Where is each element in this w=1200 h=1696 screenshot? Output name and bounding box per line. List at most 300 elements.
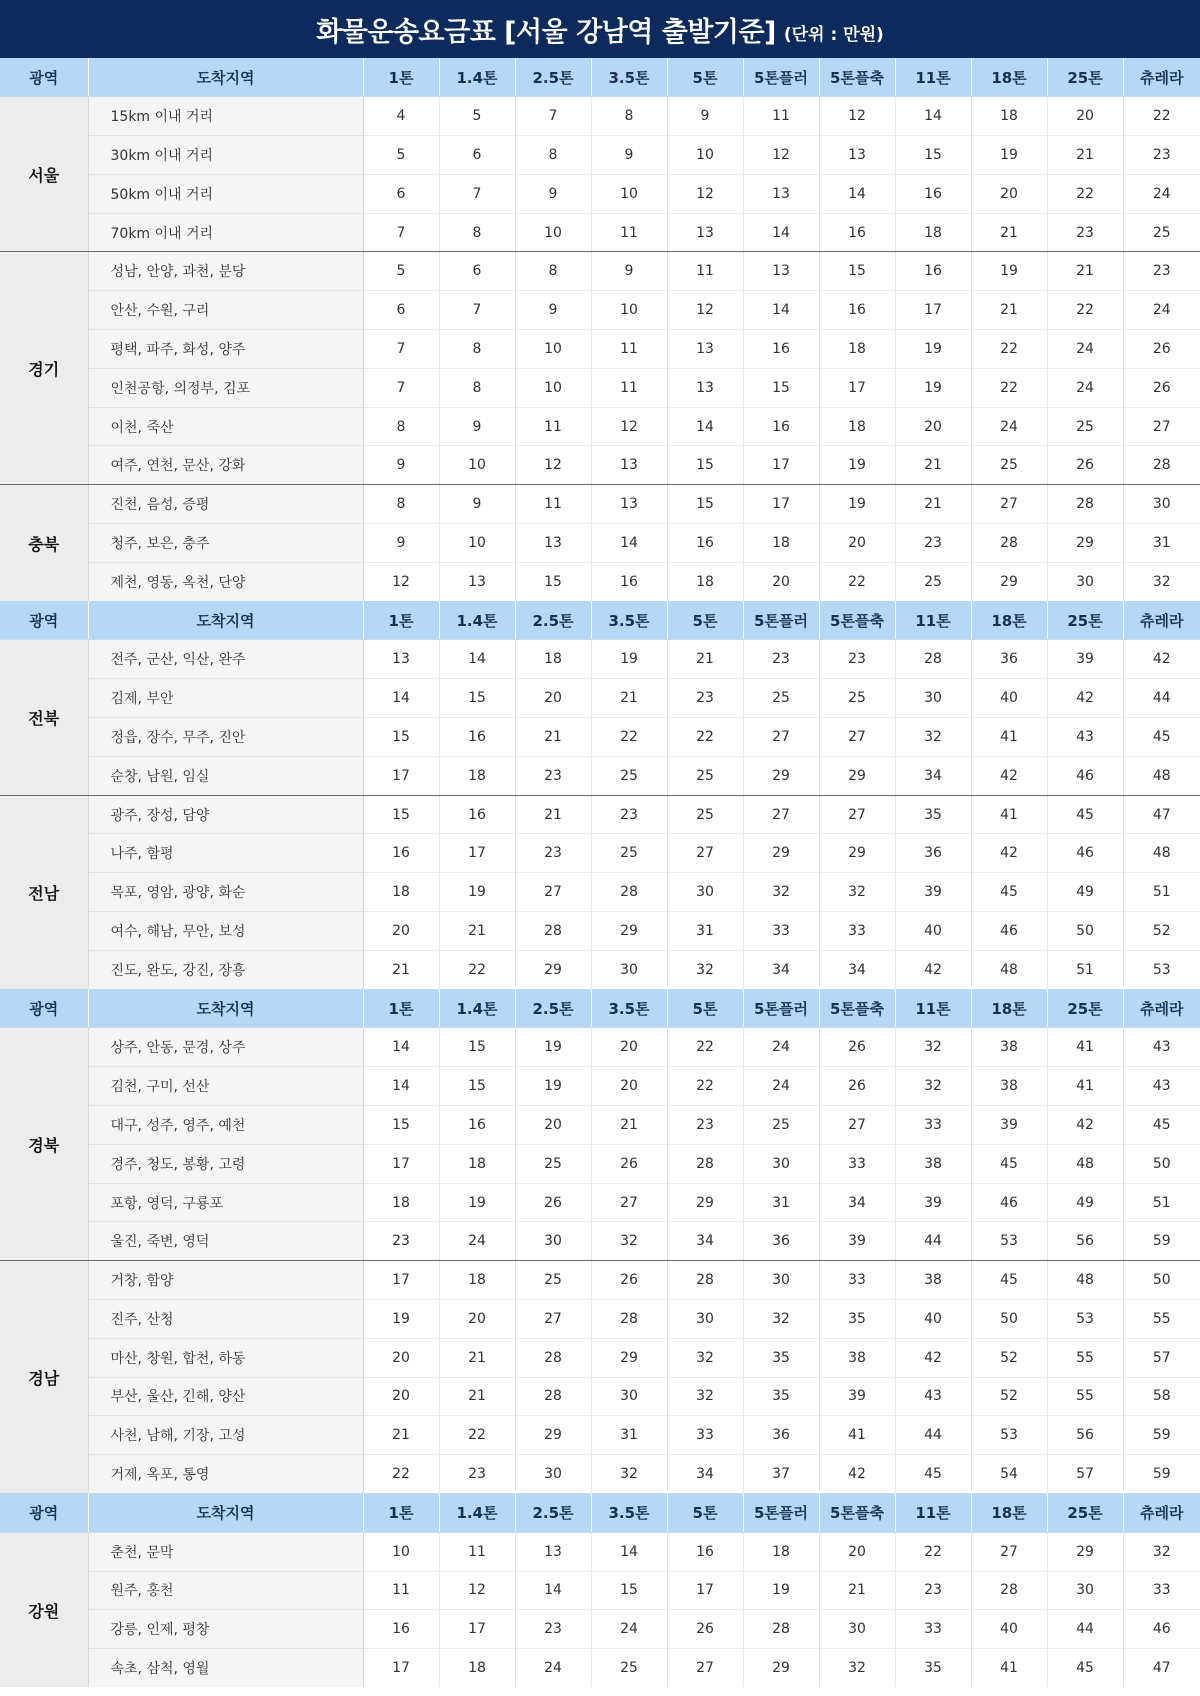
rate-cell: 18 (743, 1532, 819, 1571)
rate-cell: 30 (591, 950, 667, 989)
rate-cell: 19 (819, 485, 895, 524)
rate-cell: 50 (1123, 1261, 1200, 1300)
rate-cell: 44 (895, 1222, 971, 1261)
table-row (0, 485, 1200, 524)
destination-cell: 안산, 수원, 구리 (88, 291, 363, 330)
rate-cell: 40 (895, 912, 971, 951)
rate-cell: 9 (439, 407, 515, 446)
destination-cell: 전주, 군산, 익산, 완주 (88, 640, 363, 679)
rate-cell: 10 (515, 368, 591, 407)
header-column: 18톤 (971, 601, 1047, 640)
rate-cell: 19 (515, 1067, 591, 1106)
rate-cell: 15 (515, 562, 591, 601)
rate-cell: 30 (895, 679, 971, 718)
rate-cell: 29 (515, 950, 591, 989)
header-column: 1.4톤 (439, 989, 515, 1028)
rate-cell: 14 (591, 1532, 667, 1571)
rate-cell: 53 (971, 1222, 1047, 1261)
rate-cell: 19 (971, 252, 1047, 291)
rate-cell: 21 (819, 1571, 895, 1610)
rate-cell: 10 (667, 136, 743, 175)
rate-cell: 32 (895, 1028, 971, 1067)
header-column: 1톤 (363, 58, 439, 97)
rate-cell: 28 (591, 873, 667, 912)
rate-cell: 39 (895, 1183, 971, 1222)
table-row (0, 1067, 1200, 1106)
rate-cell: 19 (515, 1028, 591, 1067)
rate-cell: 19 (895, 368, 971, 407)
header-column: 5톤플축 (819, 58, 895, 97)
rate-cell: 32 (667, 950, 743, 989)
rate-cell: 20 (819, 1532, 895, 1571)
header-column: 25톤 (1047, 601, 1123, 640)
destination-cell: 성남, 안양, 과천, 분당 (88, 252, 363, 291)
rate-cell: 23 (743, 640, 819, 679)
destination-cell: 70km 이내 거리 (88, 213, 363, 252)
destination-cell: 원주, 홍천 (88, 1571, 363, 1610)
rate-cell: 42 (1047, 679, 1123, 718)
rate-cell: 20 (515, 1106, 591, 1145)
rate-cell: 13 (591, 446, 667, 485)
table-row (0, 1144, 1200, 1183)
rate-cell: 46 (971, 912, 1047, 951)
rate-cell: 45 (1047, 1649, 1123, 1688)
table-row (0, 1416, 1200, 1455)
header-column: 5톤 (667, 989, 743, 1028)
rate-cell: 55 (1123, 1300, 1200, 1339)
header-column: 18톤 (971, 58, 1047, 97)
rate-cell: 42 (971, 756, 1047, 795)
header-column: 1.4톤 (439, 1493, 515, 1532)
rate-cell: 5 (363, 252, 439, 291)
header-column: 3.5톤 (591, 1493, 667, 1532)
rate-cell: 18 (439, 1649, 515, 1688)
table-row (0, 1338, 1200, 1377)
rate-cell: 24 (1047, 330, 1123, 369)
rate-cell: 9 (591, 136, 667, 175)
rate-cell: 8 (439, 213, 515, 252)
destination-cell: 50km 이내 거리 (88, 174, 363, 213)
rate-cell: 14 (743, 213, 819, 252)
rate-cell: 27 (819, 1106, 895, 1145)
rate-cell: 32 (895, 1067, 971, 1106)
rate-cell: 5 (439, 97, 515, 136)
rate-cell: 53 (1152, 961, 1171, 978)
header-column: 5톤 (667, 601, 743, 640)
rate-cell: 19 (439, 1183, 515, 1222)
rate-cell: 15 (439, 1028, 515, 1067)
destination-cell: 여수, 해남, 무안, 보성 (88, 912, 363, 951)
rate-cell: 56 (1047, 1222, 1123, 1261)
rate-cell: 23 (591, 795, 667, 834)
rate-cell: 17 (439, 834, 515, 873)
rate-cell: 48 (1047, 1261, 1123, 1300)
rate-cell: 13 (667, 368, 743, 407)
rate-cell: 43 (1123, 1028, 1200, 1067)
rate-cell: 13 (819, 136, 895, 175)
rate-cell: 31 (667, 912, 743, 951)
rate-cell: 13 (439, 562, 515, 601)
rate-cell: 22 (895, 1532, 971, 1571)
rate-cell: 20 (363, 1338, 439, 1377)
rate-cell: 16 (591, 562, 667, 601)
rate-cell: 32 (743, 1300, 819, 1339)
rate-cell: 11 (667, 252, 743, 291)
header-column: 츄레라 (1123, 989, 1200, 1028)
table-row (0, 291, 1200, 330)
rate-cell: 15 (895, 136, 971, 175)
rate-cell: 13 (515, 524, 591, 563)
rate-cell: 21 (439, 1338, 515, 1377)
rate-cell: 21 (515, 795, 591, 834)
header-column: 3.5톤 (591, 601, 667, 640)
rate-cell: 18 (363, 873, 439, 912)
header-column: 5톤플축 (819, 601, 895, 640)
rate-cell: 12 (591, 407, 667, 446)
rate-cell: 24 (1123, 174, 1200, 213)
rate-cell: 21 (591, 1106, 667, 1145)
rate-cell: 8 (363, 407, 439, 446)
table-row (0, 136, 1200, 175)
rate-cell: 29 (971, 562, 1047, 601)
rate-cell: 11 (591, 368, 667, 407)
rate-cell: 17 (667, 1571, 743, 1610)
rate-cell: 24 (743, 1067, 819, 1106)
rate-cell: 28 (895, 640, 971, 679)
rate-cell: 24 (1123, 291, 1200, 330)
destination-cell: 울진, 죽변, 영덕 (88, 1222, 363, 1261)
rate-cell: 36 (971, 640, 1047, 679)
rate-cell: 38 (971, 1067, 1047, 1106)
rate-cell: 14 (363, 679, 439, 718)
rate-cell: 52 (971, 1377, 1047, 1416)
rate-cell: 27 (667, 834, 743, 873)
rate-cell: 28 (515, 912, 591, 951)
rate-cell: 24 (971, 407, 1047, 446)
rate-cell: 44 (1123, 679, 1200, 718)
rate-cell: 22 (363, 1455, 439, 1494)
header-column: 2.5톤 (515, 989, 591, 1028)
header-column: 2.5톤 (515, 58, 591, 97)
rate-cell: 28 (1123, 446, 1200, 485)
rate-cell: 41 (971, 1649, 1047, 1688)
rate-cell: 23 (515, 834, 591, 873)
rate-cell: 20 (971, 174, 1047, 213)
rate-cell: 53 (971, 1416, 1047, 1455)
rate-cell: 12 (439, 1571, 515, 1610)
destination-cell: 평택, 파주, 화성, 양주 (88, 330, 363, 369)
rate-cell: 23 (895, 524, 971, 563)
rate-cell: 18 (743, 524, 819, 563)
rate-cell: 25 (515, 1261, 591, 1300)
rate-cell: 9 (515, 291, 591, 330)
rate-cell: 6 (363, 174, 439, 213)
rate-cell: 34 (667, 1455, 743, 1494)
rate-cell: 17 (363, 1261, 439, 1300)
rate-cell: 16 (667, 524, 743, 563)
header-column: 18톤 (971, 989, 1047, 1028)
rate-cell: 42 (1123, 640, 1200, 679)
rate-cell: 34 (819, 950, 895, 989)
rate-cell: 20 (515, 679, 591, 718)
table-row (0, 1455, 1200, 1494)
rate-cell: 19 (439, 873, 515, 912)
rate-cell: 29 (1047, 1532, 1123, 1571)
table-row (0, 330, 1200, 369)
destination-cell: 이천, 죽산 (88, 407, 363, 446)
rate-cell: 52 (971, 1338, 1047, 1377)
destination-cell: 포항, 영덕, 구룡포 (88, 1183, 363, 1222)
page-title: 화물운송요금표 [서울 강남역 출발기준] (316, 16, 776, 48)
rate-cell: 18 (439, 756, 515, 795)
header-destination: 도착지역 (88, 58, 363, 97)
region-cell: 강원 (0, 1532, 88, 1687)
rate-cell: 46 (1123, 1610, 1200, 1649)
rate-cell: 14 (743, 291, 819, 330)
header-column: 3.5톤 (591, 58, 667, 97)
rate-cell: 9 (439, 485, 515, 524)
region-cell: 전북 (0, 640, 88, 795)
header-column: 25톤 (1047, 1493, 1123, 1532)
rate-cell: 20 (895, 407, 971, 446)
header-column: 25톤 (1047, 58, 1123, 97)
rate-cell: 29 (743, 756, 819, 795)
rate-cell: 15 (819, 252, 895, 291)
rate-cell: 30 (1123, 485, 1200, 524)
rate-cell: 20 (591, 1067, 667, 1106)
rate-cell: 19 (363, 1300, 439, 1339)
rate-cell: 48 (1123, 834, 1200, 873)
rate-cell: 41 (1047, 1067, 1123, 1106)
rate-cell: 22 (1123, 97, 1200, 136)
rate-cell: 30 (1047, 1571, 1123, 1610)
rate-cell: 46 (1047, 834, 1123, 873)
rate-cell: 24 (1047, 368, 1123, 407)
rate-cell: 16 (743, 407, 819, 446)
rate-cell: 28 (591, 1300, 667, 1339)
rate-cell: 27 (591, 1183, 667, 1222)
rate-cell: 14 (363, 1028, 439, 1067)
rate-cell: 25 (667, 756, 743, 795)
rate-cell: 21 (971, 291, 1047, 330)
header-column: 11톤 (895, 989, 971, 1028)
rate-cell: 50 (1123, 1144, 1200, 1183)
rate-cell: 30 (591, 1377, 667, 1416)
rate-cell: 45 (971, 1261, 1047, 1300)
rate-cell: 16 (439, 718, 515, 757)
rate-cell: 24 (439, 1222, 515, 1261)
rate-cell: 26 (591, 1261, 667, 1300)
rate-cell: 17 (363, 1649, 439, 1688)
rate-cell: 16 (363, 1610, 439, 1649)
rate-cell: 13 (743, 174, 819, 213)
header-column: 츄레라 (1123, 1493, 1200, 1532)
rate-cell: 10 (515, 213, 591, 252)
rate-cell: 18 (667, 562, 743, 601)
rate-cell: 41 (971, 795, 1047, 834)
header-column: 1톤 (363, 601, 439, 640)
header-destination: 도착지역 (88, 1493, 363, 1532)
header-column: 25톤 (1047, 989, 1123, 1028)
rate-cell: 13 (515, 1532, 591, 1571)
rate-cell: 30 (667, 873, 743, 912)
rate-cell: 33 (819, 912, 895, 951)
rate-cell: 16 (667, 1532, 743, 1571)
rate-cell: 59 (1123, 1222, 1200, 1261)
rate-cell: 45 (895, 1455, 971, 1494)
destination-cell: 제천, 영동, 옥천, 단양 (88, 562, 363, 601)
rate-cell: 32 (1152, 574, 1171, 590)
rate-cell: 17 (363, 756, 439, 795)
rate-cell: 18 (895, 213, 971, 252)
rate-cell: 10 (439, 524, 515, 563)
rate-cell: 27 (971, 485, 1047, 524)
destination-cell: 사천, 남해, 기장, 고성 (88, 1416, 363, 1455)
rate-cell: 13 (591, 485, 667, 524)
rate-cell: 26 (667, 1610, 743, 1649)
rate-cell: 22 (667, 1067, 743, 1106)
header-column: 2.5톤 (515, 1493, 591, 1532)
rate-cell: 15 (363, 718, 439, 757)
rate-cell: 56 (1047, 1416, 1123, 1455)
rate-cell: 22 (591, 718, 667, 757)
header-column: 11톤 (895, 1493, 971, 1532)
rate-cell: 33 (743, 912, 819, 951)
rate-cell: 6 (363, 291, 439, 330)
header-column: 5톤플축 (819, 989, 895, 1028)
rate-cell: 19 (743, 1571, 819, 1610)
rate-cell: 25 (1047, 407, 1123, 446)
rate-cell: 23 (515, 756, 591, 795)
rate-cell: 35 (819, 1300, 895, 1339)
rate-cell: 41 (971, 718, 1047, 757)
rate-cell: 28 (667, 1261, 743, 1300)
rate-cell: 38 (895, 1144, 971, 1183)
rate-cell: 29 (819, 834, 895, 873)
rate-cell: 43 (1047, 718, 1123, 757)
table-row (0, 1610, 1200, 1649)
table-row (0, 1028, 1200, 1067)
destination-cell: 부산, 울산, 긴해, 양산 (88, 1377, 363, 1416)
rate-cell: 42 (819, 1455, 895, 1494)
rate-cell: 7 (515, 97, 591, 136)
rate-cell: 12 (515, 446, 591, 485)
table-row (0, 718, 1200, 757)
rate-cell: 32 (743, 873, 819, 912)
rate-cell: 14 (591, 524, 667, 563)
header-column: 1.4톤 (439, 601, 515, 640)
rate-cell: 28 (1047, 485, 1123, 524)
destination-cell: 강릉, 인제, 평창 (88, 1610, 363, 1649)
rate-cell: 24 (515, 1649, 591, 1688)
table-row (0, 795, 1200, 834)
rate-cell: 34 (819, 1183, 895, 1222)
rate-cell: 14 (439, 640, 515, 679)
rate-cell: 14 (819, 174, 895, 213)
header-column: 5톤플러 (743, 58, 819, 97)
rate-cell: 28 (971, 524, 1047, 563)
rate-cell: 30 (819, 1610, 895, 1649)
rate-cell: 43 (1123, 1067, 1200, 1106)
rate-cell: 35 (895, 795, 971, 834)
rate-cell: 22 (439, 950, 515, 989)
rate-cell: 28 (515, 1377, 591, 1416)
rate-cell: 29 (667, 1183, 743, 1222)
rate-cell: 29 (743, 834, 819, 873)
rate-cell: 51 (1123, 873, 1200, 912)
rate-cell: 15 (439, 1067, 515, 1106)
rate-cell: 51 (1123, 1183, 1200, 1222)
rate-cell: 33 (819, 1261, 895, 1300)
header-column: 5톤플러 (743, 601, 819, 640)
rate-cell: 7 (439, 291, 515, 330)
rate-cell: 25 (667, 795, 743, 834)
rate-cell: 10 (591, 291, 667, 330)
region-cell: 서울 (0, 97, 88, 252)
rate-cell: 15 (439, 679, 515, 718)
rate-cell: 12 (819, 97, 895, 136)
rate-cell: 58 (1123, 1377, 1200, 1416)
rate-cell: 34 (667, 1222, 743, 1261)
rate-cell: 13 (667, 213, 743, 252)
table-row (0, 562, 1200, 601)
destination-cell: 순창, 남원, 임실 (88, 756, 363, 795)
rate-cell: 18 (363, 1183, 439, 1222)
rate-cell: 29 (819, 756, 895, 795)
header-column: 11톤 (895, 601, 971, 640)
rate-cell: 22 (439, 1416, 515, 1455)
rate-cell: 31 (1123, 524, 1200, 563)
rate-cell: 17 (819, 368, 895, 407)
region-cell: 경남 (0, 1261, 88, 1494)
rate-cell: 11 (743, 97, 819, 136)
rate-cell: 26 (1047, 446, 1123, 485)
rate-cell: 33 (895, 1610, 971, 1649)
rate-cell: 21 (439, 1377, 515, 1416)
rate-cell: 10 (363, 1532, 439, 1571)
rate-cell: 21 (591, 679, 667, 718)
rate-cell: 50 (1047, 912, 1123, 951)
rate-cell: 22 (819, 562, 895, 601)
rate-cell: 52 (1123, 912, 1200, 951)
rate-cell: 20 (363, 912, 439, 951)
rate-cell: 25 (591, 1649, 667, 1688)
rate-cell: 27 (819, 795, 895, 834)
rate-cell: 16 (439, 795, 515, 834)
rate-cell: 30 (1047, 562, 1123, 601)
rate-cell: 4 (363, 97, 439, 136)
rate-cell: 12 (743, 136, 819, 175)
rate-cell: 15 (667, 485, 743, 524)
rate-cell: 47 (1152, 1660, 1171, 1677)
rate-cell: 40 (971, 679, 1047, 718)
rate-cell: 33 (895, 1106, 971, 1145)
destination-cell: 광주, 장성, 담양 (88, 795, 363, 834)
rate-cell: 16 (743, 330, 819, 369)
rate-cell: 41 (1047, 1028, 1123, 1067)
destination-cell: 청주, 보은, 충주 (88, 524, 363, 563)
rate-cell: 37 (743, 1455, 819, 1494)
rate-cell: 45 (1047, 795, 1123, 834)
rate-cell: 19 (971, 136, 1047, 175)
rate-cell: 39 (819, 1222, 895, 1261)
unit-label: (단위 : 만원) (783, 24, 884, 45)
destination-cell: 30km 이내 거리 (88, 136, 363, 175)
rate-cell: 33 (1123, 1571, 1200, 1610)
rate-table (0, 58, 1200, 1687)
rate-cell: 21 (439, 912, 515, 951)
rate-cell: 23 (1123, 136, 1200, 175)
